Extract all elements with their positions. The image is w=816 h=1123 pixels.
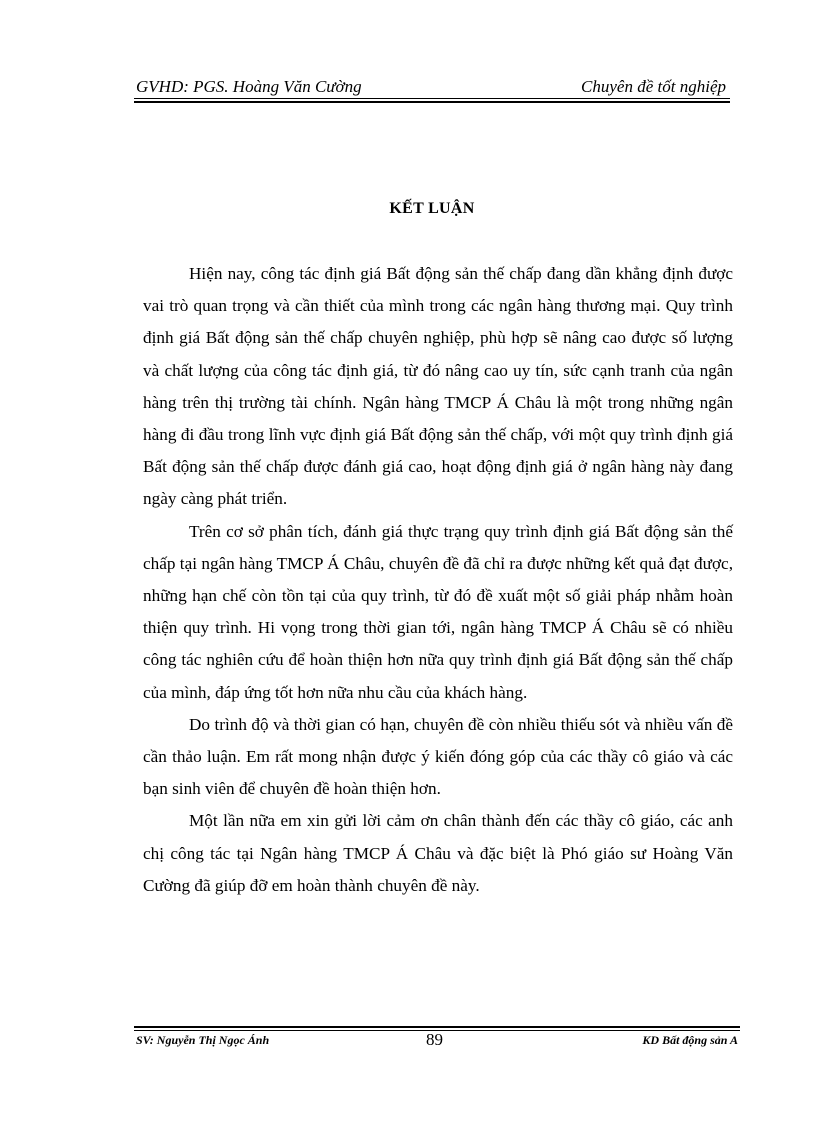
header-divider (134, 101, 730, 103)
footer-student: SV: Nguyễn Thị Ngọc Ánh (136, 1033, 270, 1047)
page-header (134, 76, 730, 99)
header-advisor: GVHD: PGS. Hoàng Văn Cường (136, 77, 362, 96)
footer-divider-thick (134, 1026, 740, 1028)
paragraph-1: Hiện nay, công tác định giá Bất động sản thế chấp đang dần khẳng định được vai trò quan trọng và cần thiết của mình trong các ngân hàng thương mại. Quy trình định giá Bất động sản thế chấp chuyên nghiệp, phù hợp sẽ nâng cao được số lượng và chất lượng của công tác định giá, từ đó nâng cao uy tín, sức cạnh tranh của ngân hàng trên thị trường tài chính. Ngân hàng TMCP Á Châu là một trong những ngân hàng đi đầu trong lĩnh vực định giá Bất động sản thế chấp, với một quy trình định giá Bất động sản thế chấp được đánh giá cao, hoạt động định giá ở ngân hàng này đang ngày càng phát triển. (143, 264, 733, 509)
page-title: KẾT LUẬN (389, 200, 475, 217)
footer-major: KD Bất động sản A (642, 1033, 738, 1047)
paragraph-3: Do trình độ và thời gian có hạn, chuyên đề còn nhiều thiếu sót và nhiều vấn đề cần thảo luận. Em rất mong nhận được ý kiến đóng góp của các thầy cô giáo và các bạn sinh viên để chuyên đề hoàn thiện hơn. (143, 714, 733, 799)
page-number: 89 (426, 1030, 443, 1049)
paragraph-4: Một lần nữa em xin gửi lời cảm ơn chân thành đến các thầy cô giáo, các anh chị công tác tại Ngân hàng TMCP Á Châu và đặc biệt là Phó giáo sư Hoàng Văn Cường đã giúp đỡ em hoàn thành chuyên đề này. (143, 811, 733, 895)
body-text (143, 258, 733, 902)
page-footer (134, 1032, 740, 1052)
header-doc-type: Chuyên đề tốt nghiệp (581, 77, 726, 96)
paragraph-2: Trên cơ sở phân tích, đánh giá thực trạng quy trình định giá Bất động sản thế chấp tại ngân hàng TMCP Á Châu, chuyên đề đã chỉ ra được những kết quả đạt được, những hạn chế còn tồn tại của quy trình, từ đó đề xuất một số giải pháp nhằm hoàn thiện quy trình. Hi vọng trong thời gian tới, ngân hàng TMCP Á Châu sẽ có nhiều công tác nghiên cứu để hoàn thiện hơn nữa quy trình định giá Bất động sản thế chấp của mình, đáp ứng tốt hơn nữa nhu cầu của khách hàng. (143, 521, 733, 702)
